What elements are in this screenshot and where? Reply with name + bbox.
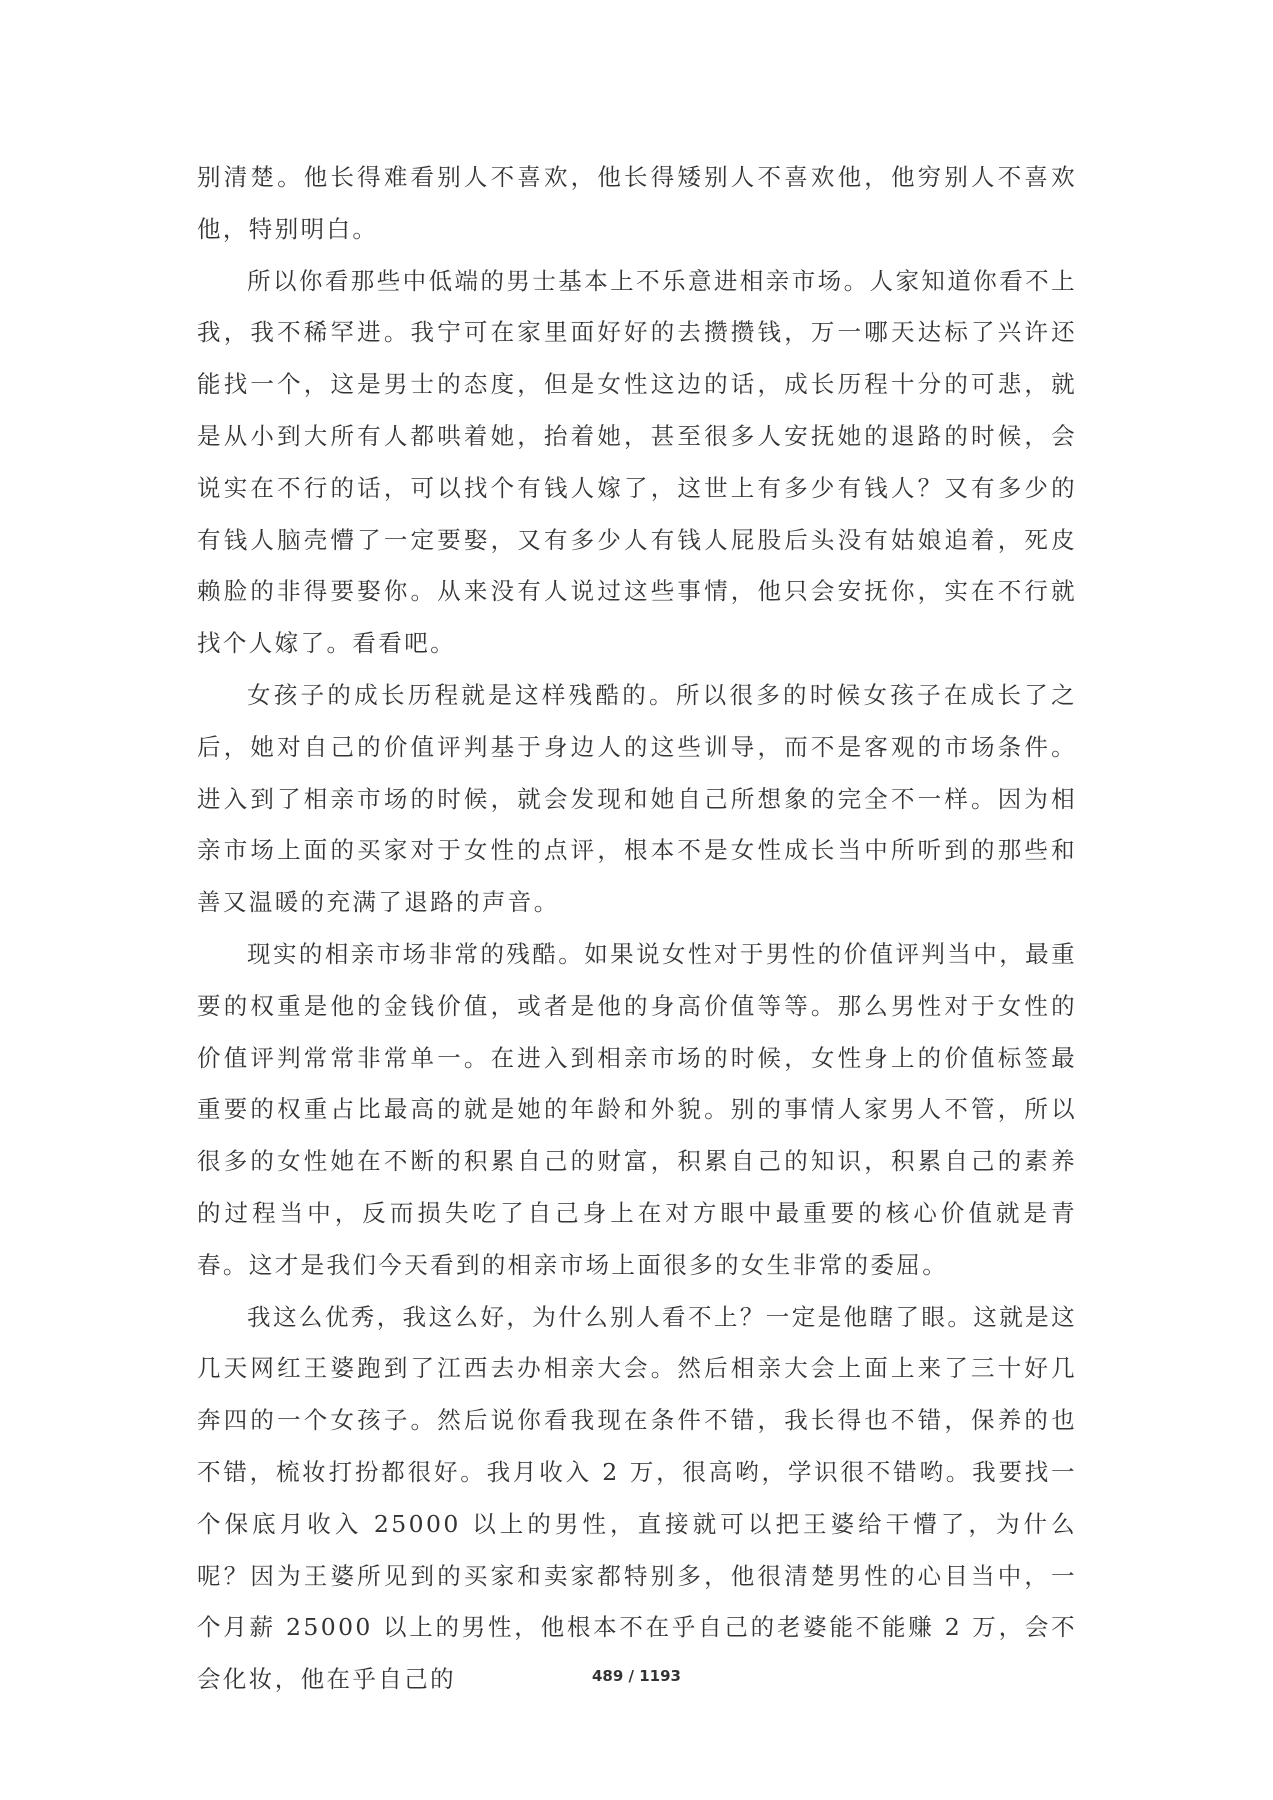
paragraph-2: 所以你看那些中低端的男士基本上不乐意进相亲市场。人家知道你看不上我，我不稀罕进。我宁可在家里面好好的去攒攒钱，万一哪天达标了兴许还能找一个，这是男士的态度，但是女性这边的话，成长历程十分的可悲，就是从小到大所有人都哄着她，抬着她，甚至很多人安抚她的退路的时候，会说实在不行的话，可以找个有钱人嫁了，这世上有多少有钱人？又有多少的有钱人脑壳懵了一定要娶，又有多少人有钱人屁股后头没有姑娘追着，死皮赖脸的非得要娶你。从来没有人说过这些事情，他只会安抚你，实在不行就找个人嫁了。看看吧。 <box>197 266 1077 658</box>
paragraph-4: 现实的相亲市场非常的残酷。如果说女性对于男性的价值评判当中，最重要的权重是他的金钱价值，或者是他的身高价值等等。那么男性对于女性的价值评判常常非常单一。在进入到相亲市场的时候，女性身上的价值标签最重要的权重占比最高的就是她的年龄和外貌。别的事情人家男人不管，所以很多的女性她在不断的积累自己的财富，积累自己的知识，积累自己的素养的过程当中，反而损失吃了自己身上在对方眼中最重要的核心价值就是青春。这才是我们今天看到的相亲市场上面很多的女生非常的委屈。 <box>197 939 1077 1279</box>
page-number: 489 / 1193 <box>592 1667 681 1685</box>
paragraph-3: 女孩子的成长历程就是这样残酷的。所以很多的时候女孩子在成长了之后，她对自己的价值评判基于身边人的这些训导，而不是客观的市场条件。进入到了相亲市场的时候，就会发现和她自己所想象的完全不一样。因为相亲市场上面的买家对于女性的点评，根本不是女性成长当中所听到的那些和善又温暖的充满了退路的声音。 <box>197 680 1077 917</box>
paragraph-1: 别清楚。他长得难看别人不喜欢，他长得矮别人不喜欢他，他穷别人不喜欢他，特别明白。 <box>197 163 1077 243</box>
document-body <box>197 152 1077 1706</box>
paragraph-5: 我这么优秀，我这么好，为什么别人看不上？一定是他瞎了眼。这就是这几天网红王婆跑到了江西去办相亲大会。然后相亲大会上面上来了三十好几奔四的一个女孩子。然后说你看我现在条件不错，我长得也不错，保养的也不错，梳妆打扮都很好。我月收入 2 万，很高哟，学识很不错哟。我要找一个保底月收入 25000 以上的男性，直接就可以把王婆给干懵了，为什么呢？因为王婆所见到的买家和卖家都特别多，他很清楚男性的心目当中，一个月薪 25000 以上的男性，他根本不在乎自己的老婆能不能赚 2 万，会不会化妆，他在乎自己的 <box>197 1302 1077 1694</box>
